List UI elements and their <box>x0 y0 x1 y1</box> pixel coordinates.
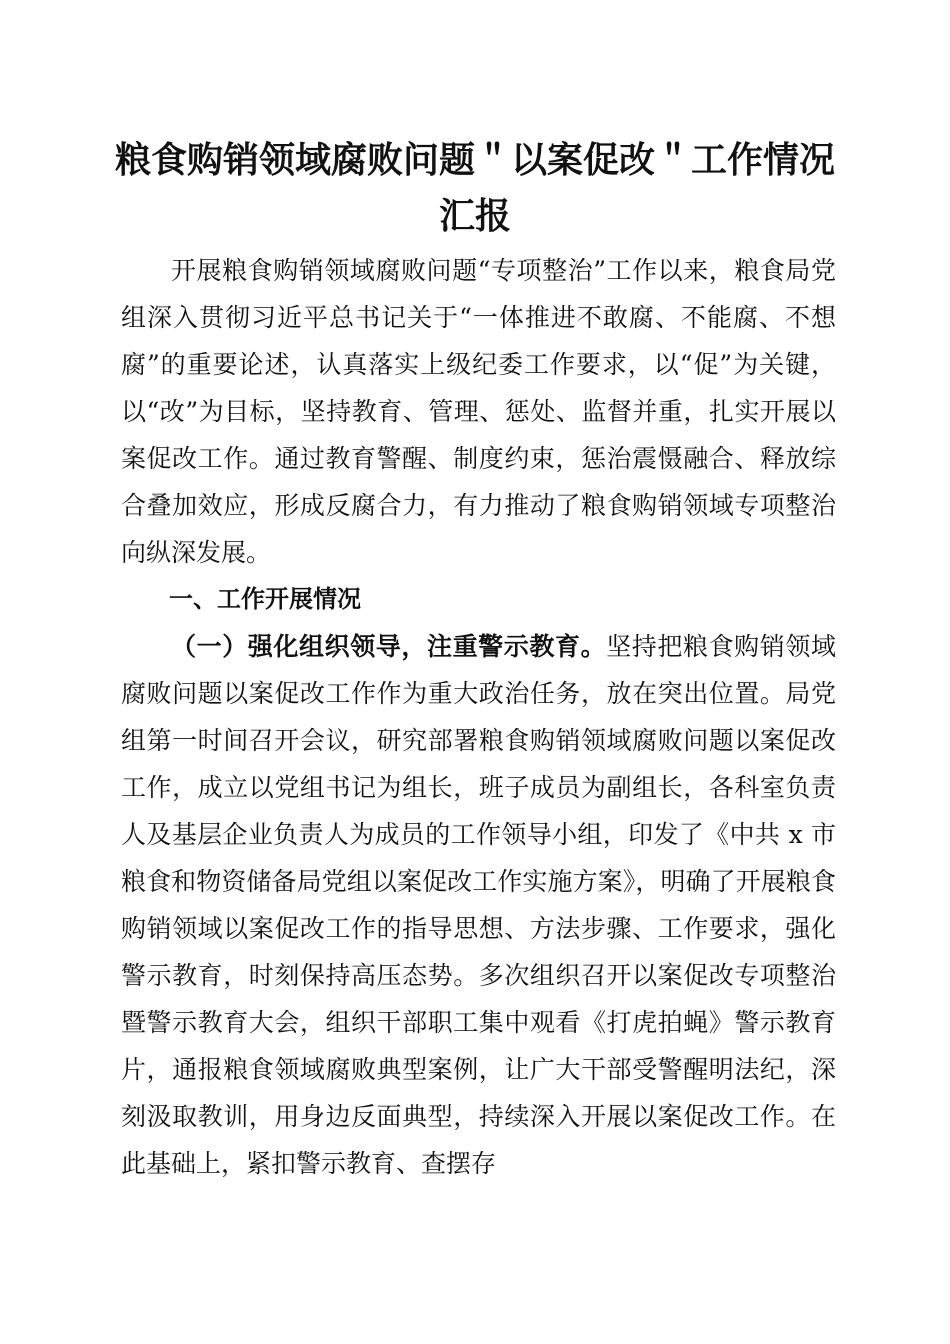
section-heading: 一、工作开展情况 <box>169 585 361 613</box>
document-body <box>121 247 836 1187</box>
subsection-body: 坚持把粮食购销领域腐败问题以案促改工作作为重大政治任务，放在突出位置。局党组第一时间召开会议，研究部署粮食购销领域腐败问题以案促改工作，成立以党组书记为组长，班子成员为副组长，各科室负责人及基层企业负责人为成员的工作领导小组，印发了《中共 x 市粮食和物资储备局党组以案促改工作实施方案》，明确了开展粮食购销领域以案促改工作的指导思想、方法步骤、工作要求，强化警示教育，时刻保持高压态势。多次组织召开以案促改专项整治暨警示教育大会，组织干部职工集中观看《打虎拍蝇》警示教育片，通报粮食领域腐败典型案例，让广大干部受警醒明法纪，深刻汲取教训，用身边反面典型，持续深入开展以案促改工作。在此基础上，紧扣警示教育、查摆存 <box>121 632 836 1178</box>
subsection-heading: （一）强化组织领导，注重警示教育。 <box>171 632 607 661</box>
intro-paragraph: 开展粮食购销领域腐败问题“专项整治”工作以来，粮食局党组深入贯彻习近平总书记关于“一体推进不敢腐、不能腐、不想腐”的重要论述，认真落实上级纪委工作要求，以“促”为关键，以“改”为目标，坚持教育、管理、惩处、监督并重，扎实开展以案促改工作。通过教育警醒、制度约束，惩治震慑融合、释放综合叠加效应，形成反腐合力，有力推动了粮食购销领域专项整治向纵深发展。 <box>121 256 836 567</box>
subsection-paragraph <box>121 623 836 1187</box>
document-title: 粮食购销领域腐败问题＂以案促改＂工作情况汇报 <box>114 139 835 237</box>
